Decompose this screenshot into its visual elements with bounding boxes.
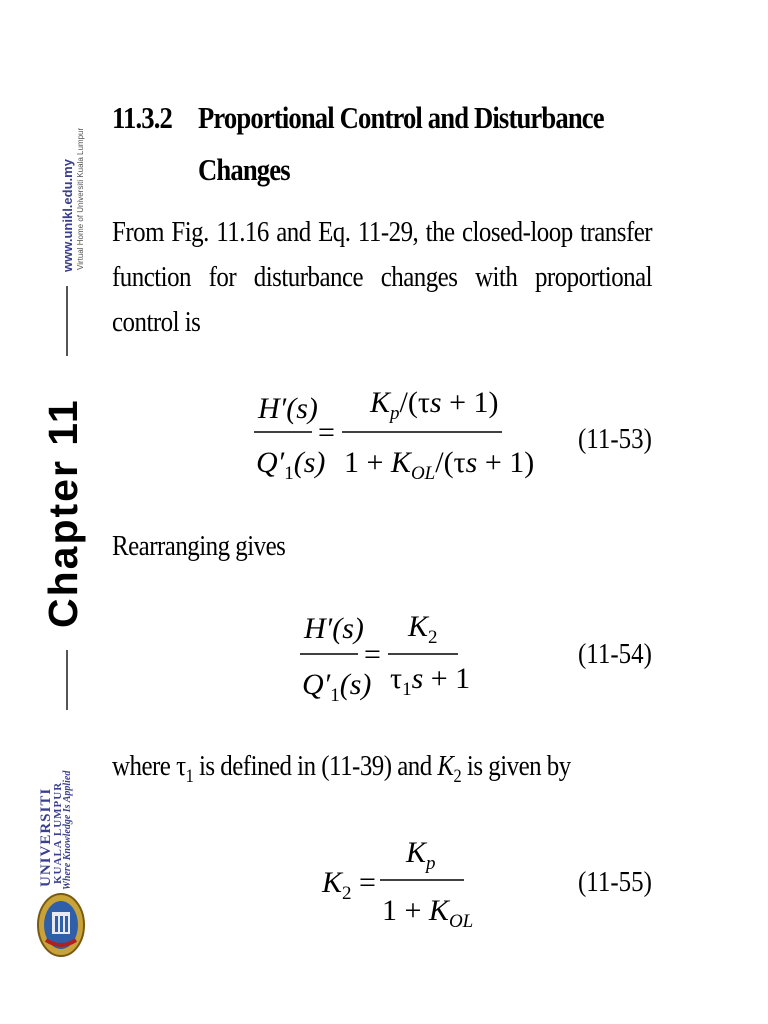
section-number: 11.3.2 <box>112 100 173 135</box>
svg-text:Kp/(τs + 1): $K_p/(\tau s + 1)$ <box>370 386 499 424</box>
svg-text:Kp: $K_p$ <box>406 836 436 874</box>
svg-text:H′(s): H′(s) <box>304 612 364 645</box>
svg-text:K2 =: $K_2$ = <box>322 866 376 904</box>
university-city: KUALA LUMPUR <box>52 781 64 884</box>
chapter-label: Chapter 11 <box>40 398 86 628</box>
equation-11-54 <box>296 602 476 712</box>
equation-number-11-53: (11-53) <box>578 423 652 455</box>
svg-text:=: = <box>318 416 335 449</box>
svg-text:=: = <box>364 638 381 671</box>
sidebar-divider-bottom <box>66 650 68 710</box>
equation-11-55 <box>318 828 478 938</box>
svg-text:Q′1(s): $Q'_1(s)$ <box>256 446 326 484</box>
intro-line: From Fig. 11.16 and Eq. 11-29, the closed-loop transfer <box>112 216 653 248</box>
intro-paragraph <box>112 210 652 345</box>
intro-line: control is <box>112 306 201 338</box>
university-url-tagline: Virtual Home of Universiti Kuala Lumpur <box>76 127 85 270</box>
svg-text:1 + KOL: $1 + K_{OL}$ <box>382 894 474 932</box>
equation-11-53 <box>250 380 535 490</box>
tau-subscript: 1 <box>185 765 194 787</box>
k-subscript: 2 <box>453 765 462 787</box>
university-url: www.unikl.edu.my <box>60 159 75 272</box>
where-paragraph <box>112 744 652 799</box>
svg-text:τ1s + 1: $\tau_1s + 1$ <box>390 662 471 700</box>
equation-number-11-54: (11-54) <box>578 638 652 670</box>
svg-text:1 + KOL/(τs + 1): $1 + K_{OL}/(\tau s + 1)$ <box>344 446 535 484</box>
k-symbol: K <box>437 750 454 782</box>
where-prefix: where <box>112 750 177 782</box>
svg-text:K2: $K_2$ <box>408 610 438 648</box>
university-tagline: Where Knowledge Is Applied <box>62 770 73 890</box>
sidebar-divider-top <box>66 286 68 356</box>
section-heading <box>112 92 645 196</box>
sidebar <box>0 0 100 1024</box>
where-middle: is defined in (11-39) and <box>193 750 438 782</box>
unikl-crest-icon <box>36 892 86 958</box>
section-title-line1: Proportional Control and Disturbance <box>198 100 604 135</box>
section-title-line2: Changes <box>198 152 290 187</box>
svg-text:H′(s): H′(s) <box>258 392 318 425</box>
intro-line: function for disturbance changes with proportional <box>112 261 653 293</box>
svg-text:Q′1(s): $Q'_1(s)$ <box>302 668 372 706</box>
tau-symbol: τ <box>176 750 186 782</box>
rearranging-text: Rearranging gives <box>112 530 286 562</box>
equation-number-11-55: (11-55) <box>578 866 652 898</box>
where-suffix: is given by <box>461 750 571 782</box>
university-name: UNIVERSITI <box>38 787 54 887</box>
